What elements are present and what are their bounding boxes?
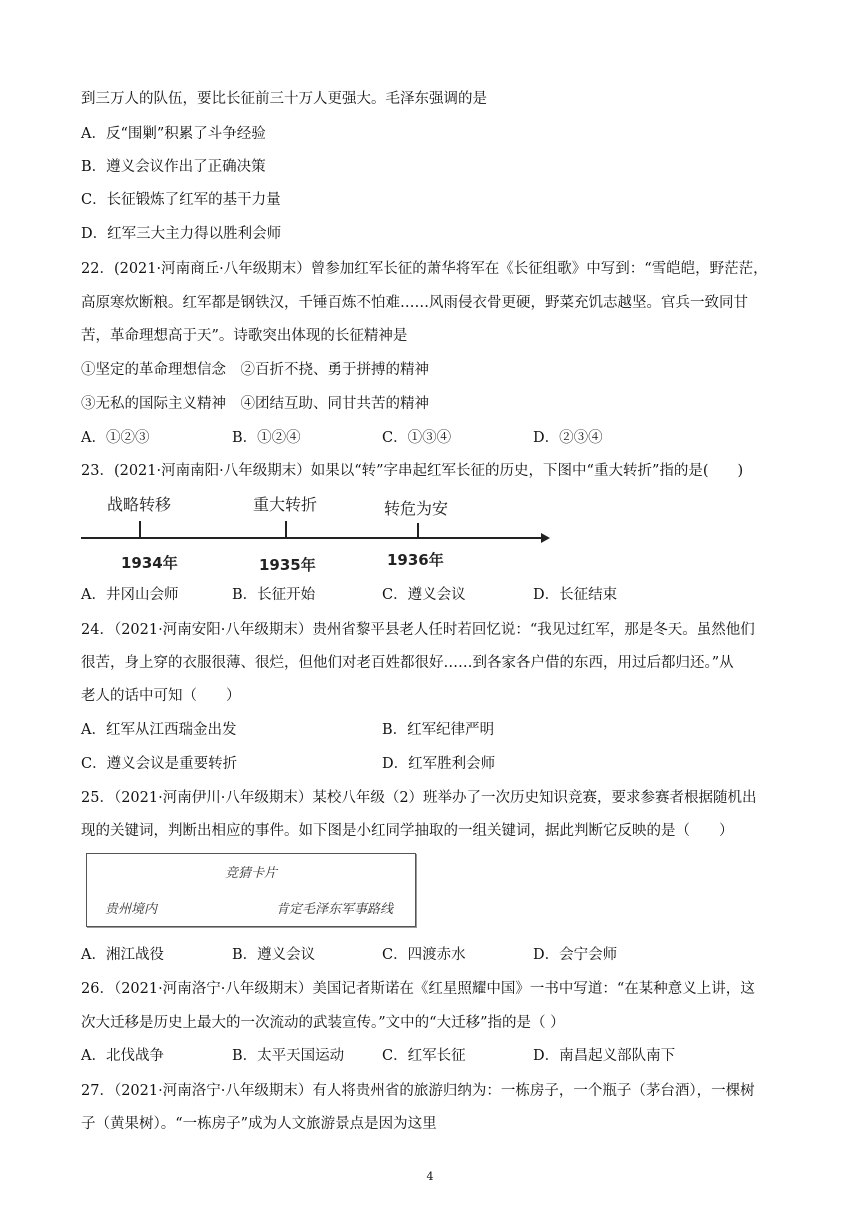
q25-option-a: A．湘江战役 — [81, 947, 164, 963]
q23-stem: 23．(2021·河南南阳·八年级期末）如果以“转”字串起红军长征的历史，下图中“重大转折”指的是( ) — [81, 463, 744, 479]
q27-stem-line-1: 27．（2021·河南洛宁·八年级期末）有人将贵州省的旅游归纳为：一栋房子，一个瓶子（茅台酒），一棵树 — [81, 1083, 755, 1099]
q23-option-c: C．遵义会议 — [382, 587, 466, 603]
q22-option-d: D．②③④ — [533, 430, 603, 446]
q22-option-a: A．①②③ — [81, 430, 150, 446]
q26-stem-line-2: 次大迁移是历史上最大的一次流动的武装宣传。”文中的“大迁移”指的是（ ） — [81, 1015, 565, 1031]
card-title: 竞猜卡片 — [224, 866, 277, 881]
q22-option-b: B．①②④ — [232, 430, 301, 446]
q26-stem-line-1: 26．（2021·河南洛宁·八年级期末）美国记者斯诺在《红星照耀中国》一书中写道：“在某种意义上讲，这 — [81, 981, 755, 997]
timeline-year-3: 1936年 — [387, 551, 444, 569]
q24-stem-line-1: 24．（2021·河南安阳·八年级期末）贵州省黎平县老人任时若回忆说：“我见过红军，那是冬天。虽然他们 — [81, 622, 755, 638]
timeline-label-2: 重大转折 — [253, 495, 318, 514]
q21-option-a: A．反“围剿”积累了斗争经验 — [81, 126, 266, 142]
q23-option-b: B．长征开始 — [232, 587, 316, 603]
q27-stem-line-2: 子（黄果树）。“一栋房子”成为人文旅游景点是因为这里 — [81, 1116, 437, 1132]
q26-option-d: D．南昌起义部队南下 — [533, 1048, 676, 1064]
timeline-axis-arrow — [81, 532, 551, 544]
q24-option-b: B．红军纪律严明 — [382, 722, 495, 738]
q23-option-d: D．长征结束 — [533, 587, 618, 603]
q25-stem-line-2: 现的关键词，判断出相应的事件。如下图是小红同学抽取的一组关键词，据此判断它反映的是（ ） — [81, 823, 734, 839]
q26-option-c: C．红军长征 — [382, 1048, 466, 1064]
card-keyword-2: 肯定毛泽东军事路线 — [275, 902, 393, 917]
q22-item-row-2: ③无私的国际主义精神 ④团结互助、同甘共苦的精神 — [81, 396, 429, 412]
q26-option-b: B．太平天国运动 — [232, 1048, 345, 1064]
q26-option-a: A．北伐战争 — [81, 1048, 164, 1064]
q25-option-c: C．四渡赤水 — [382, 947, 466, 963]
page-number: 4 — [426, 1170, 434, 1183]
q23-timeline-figure — [81, 492, 551, 582]
q22-option-c: C．①③④ — [382, 430, 452, 446]
q22-item-row-1: ①坚定的革命理想信念 ②百折不挠、勇于拼搏的精神 — [81, 362, 429, 378]
q22-stem-line-3: 苦，革命理想高于天”。诗歌突出体现的长征精神是 — [81, 328, 408, 344]
q21-option-b: B．遵义会议作出了正确决策 — [81, 159, 266, 175]
timeline-year-1: 1934年 — [121, 554, 178, 572]
q25-keyword-card — [86, 853, 416, 927]
q25-option-b: B．遵义会议 — [232, 947, 316, 963]
q24-stem-line-2: 很苦，身上穿的衣服很薄、很烂，但他们对老百姓都很好……到各家各户借的东西，用过后都归还。”从 — [81, 655, 734, 671]
q24-option-d: D．红军胜利会师 — [382, 756, 496, 772]
q25-stem-line-1: 25．（2021·河南伊川·八年级期末）某校八年级（2）班举办了一次历史知识竞赛，要求参赛者根据随机出 — [81, 790, 757, 806]
q24-stem-line-3: 老人的话中可知（ ） — [81, 688, 241, 704]
timeline-year-2: 1935年 — [259, 556, 316, 574]
q23-option-a: A．井冈山会师 — [81, 587, 179, 603]
timeline-label-1: 战略转移 — [107, 495, 172, 514]
q21-stem-tail: 到三万人的队伍，要比长征前三十万人更强大。毛泽东强调的是 — [81, 91, 487, 107]
card-keyword-1: 贵州境内 — [105, 902, 158, 917]
q21-option-d: D．红军三大主力得以胜利会师 — [81, 226, 282, 242]
q22-stem-line-1: 22．(2021·河南商丘·八年级期末）曾参加红军长征的萧华将军在《长征组歌》中写到：“雪皑皑，野茫茫， — [81, 261, 768, 277]
q25-option-d: D．会宁会师 — [533, 947, 618, 963]
q24-option-a: A．红军从江西瑞金出发 — [81, 722, 237, 738]
q24-option-c: C．遵义会议是重要转折 — [81, 756, 238, 772]
timeline-label-3: 转危为安 — [384, 499, 449, 518]
q22-stem-line-2: 高原寒炊断粮。红军都是钢铁汉，千锤百炼不怕难……风雨侵衣骨更硬，野菜充饥志越坚。官兵一致同甘 — [81, 295, 748, 311]
q21-option-c: C．长征锻炼了红军的基干力量 — [81, 192, 281, 208]
